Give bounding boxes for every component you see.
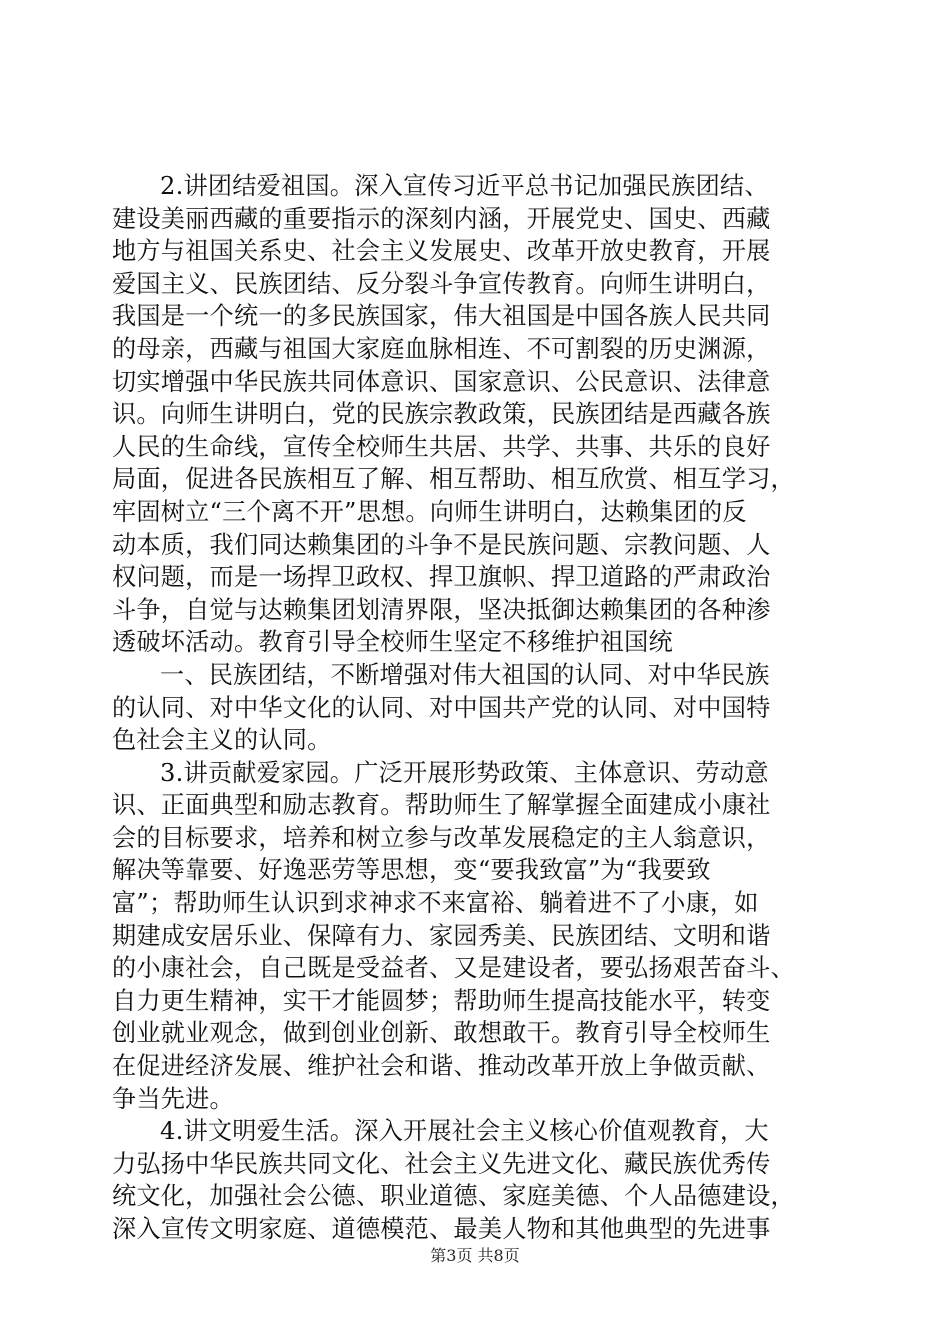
text-line: 的母亲，西藏与祖国大家庭血脉相连、不可割裂的历史渊源，: [112, 334, 771, 363]
text-line: 识。向师生讲明白，党的民族宗教政策，民族团结是西藏各族: [112, 400, 771, 429]
text-line: 的小康社会，自己既是受益者、又是建设者，要弘扬艰苦奋斗、: [112, 954, 795, 983]
text-line: 动本质，我们同达赖集团的斗争不是民族问题、宗教问题、人: [112, 530, 771, 559]
document-body: [112, 170, 836, 1246]
text-line: 2.讲团结爱祖国。深入宣传习近平总书记加强民族团结、: [160, 172, 769, 200]
text-line: 牢固树立“三个离不开”思想。向师生讲明白，达赖集团的反: [112, 497, 747, 526]
text-line: 争当先进。: [112, 1084, 234, 1113]
text-line: 我国是一个统一的多民族国家，伟大祖国是中国各族人民共同: [112, 302, 771, 331]
text-line: 期建成安居乐业、保障有力、家园秀美、民族团结、文明和谐: [112, 921, 771, 950]
text-line: 创业就业观念，做到创业创新、敢想敢干。教育引导全校师生: [112, 1019, 771, 1048]
text-line: 的认同、对中华文化的认同、对中国共产党的认同、对中国特: [112, 693, 771, 722]
text-line: 4.讲文明爱生活。深入开展社会主义核心价值观教育，大: [160, 1117, 769, 1146]
text-line: 地方与祖国关系史、社会主义发展史、改革开放史教育，开展: [112, 237, 771, 266]
page-number-footer: 第3页 共8页: [430, 1246, 520, 1265]
text-line: 统文化，加强社会公德、职业道德、家庭美德、个人品德建设，: [112, 1182, 795, 1211]
text-line: 自力更生精神，实干才能圆梦；帮助师生提高技能水平，转变: [112, 986, 771, 1015]
text-line: 解决等靠要、好逸恶劳等思想，变“要我致富”为“我要致: [112, 856, 711, 885]
text-line: 透破坏活动。教育引导全校师生坚定不移维护祖国统: [112, 628, 673, 657]
text-line: 人民的生命线，宣传全校师生共居、共学、共事、共乐的良好: [112, 432, 771, 461]
text-line: 权问题，而是一场捍卫政权、捍卫旗帜、捍卫道路的严肃政治: [112, 563, 771, 592]
text-line: 爱国主义、民族团结、反分裂斗争宣传教育。向师生讲明白，: [112, 269, 771, 298]
text-line: 力弘扬中华民族共同文化、社会主义先进文化、藏民族优秀传: [112, 1149, 771, 1178]
text-line: 色社会主义的认同。: [112, 726, 332, 755]
text-line: 在促进经济发展、维护社会和谐、推动改革开放上争做贡献、: [112, 1052, 771, 1081]
text-line: 会的目标要求，培养和树立参与改革发展稳定的主人翁意识，: [112, 823, 771, 852]
text-line: 深入宣传文明家庭、道德模范、最美人物和其他典型的先进事: [112, 1215, 771, 1243]
text-line: 切实增强中华民族共同体意识、国家意识、公民意识、法律意: [112, 367, 771, 396]
text-line: 一、民族团结，不断增强对伟大祖国的认同、对中华民族: [160, 660, 770, 689]
text-line: 局面，促进各民族相互了解、相互帮助、相互欣赏、相互学习，: [112, 465, 795, 494]
text-line: 斗争，自觉与达赖集团划清界限，坚决抵御达赖集团的各种渗: [112, 595, 771, 624]
text-line: 识、正面典型和励志教育。帮助师生了解掌握全面建成小康社: [112, 791, 771, 820]
text-line: 3.讲贡献爱家园。广泛开展形势政策、主体意识、劳动意: [160, 758, 769, 787]
text-line: 富”；帮助师生认识到求神求不来富裕、躺着进不了小康，如: [112, 889, 759, 918]
text-line: 建设美丽西藏的重要指示的深刻内涵，开展党史、国史、西藏: [112, 204, 771, 233]
